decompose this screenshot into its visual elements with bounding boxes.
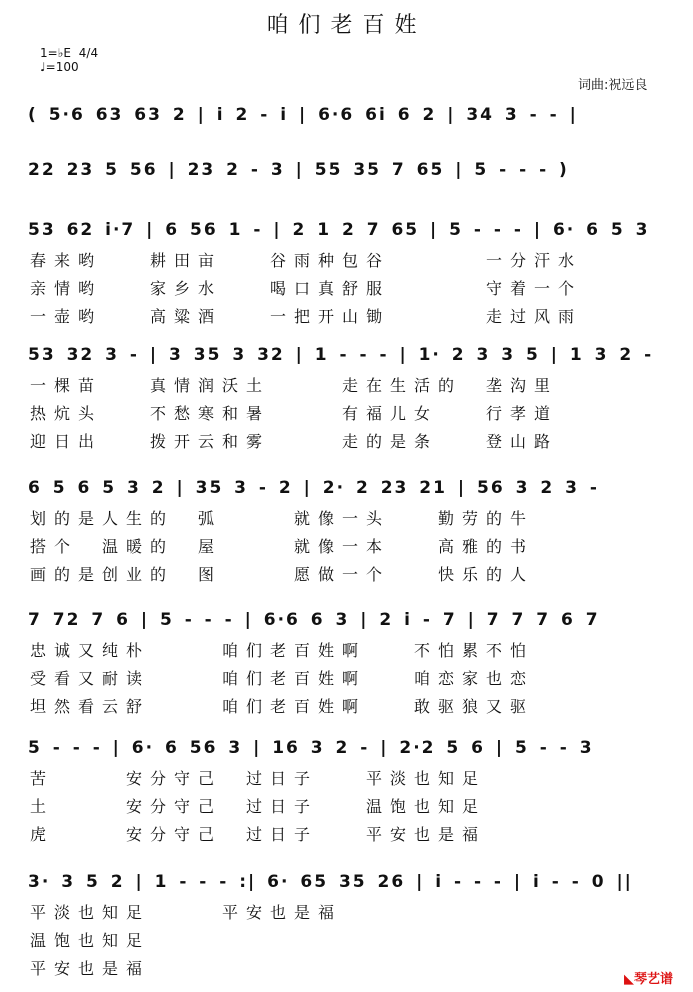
notation-line: 22 23 5 56 | 23 2 - 3 | 55 35 7 65 | 5 - - - ) (28, 160, 569, 180)
logo-icon: ◣ (624, 972, 634, 987)
lyric-verse-1: 平淡也知足 平安也是福 (30, 903, 343, 922)
watermark-logo (624, 968, 673, 987)
lyric-verse-3: 虎 安分守己 过日子 平安也是福 (30, 825, 487, 844)
notation-line: 5 - - - | 6· 6 56 3 | 16 3 2 - | 2·2 5 6 | 5 - - 3 (28, 738, 594, 758)
lyric-verse-2: 土 安分守己 过日子 温饱也知足 (30, 797, 487, 816)
lyric-verse-2: 受看又耐读 咱们老百姓啊 咱恋家也恋 (30, 669, 535, 688)
lyric-verse-3: 迎日出 拨开云和雾 走的是条 登山路 (30, 432, 559, 451)
lyric-verse-3: 坦然看云舒 咱们老百姓啊 敢驱狼又驱 (30, 697, 535, 716)
lyric-verse-1: 划的是人生的 弧 就像一头 勤劳的牛 (30, 509, 535, 528)
lyric-verse-3: 画的是创业的 图 愿做一个 快乐的人 (30, 565, 535, 584)
credits: 词曲:祝远良 (578, 78, 648, 93)
lyric-verse-1: 春来哟 耕田亩 谷雨种包谷 一分汗水 (30, 251, 583, 270)
lyric-verse-2: 亲情哟 家乡水 喝口真舒服 守着一个 (30, 279, 583, 298)
notation-line: 7 72 7 6 | 5 - - - | 6·6 6 3 | 2 i - 7 | 7 7 7 6 7 (28, 610, 600, 630)
notation-line: ( 5·6 63 63 2 | i 2 - i | 6·6 6i 6 2 | 34 3 - - | (28, 105, 578, 125)
tempo: =100 (45, 60, 79, 74)
key-label: 1=♭E (40, 46, 71, 60)
notation-line: 3· 3 5 2 | 1 - - - :| 6· 65 35 26 | i - - - | i - - 0 || (28, 872, 633, 892)
lyric-verse-2: 热炕头 不愁寒和暑 有福儿女 行孝道 (30, 404, 559, 423)
lyric-verse-1: 苦 安分守己 过日子 平淡也知足 (30, 769, 487, 788)
watermark-text: 琴艺谱 (634, 972, 674, 987)
quarter-note-icon: ♩ (40, 60, 46, 74)
time-signature: 4/4 (78, 46, 99, 60)
key-signature (40, 46, 98, 74)
lyric-verse-3: 一壶哟 高粱酒 一把开山锄 走过风雨 (30, 307, 583, 326)
lyric-verse-2: 温饱也知足 (30, 931, 151, 950)
lyric-verse-3: 平安也是福 (30, 959, 151, 978)
notation-line: 53 62 i·7 | 6 56 1 - | 2 1 2 7 65 | 5 - - - | 6· 6 5 3 (28, 220, 650, 240)
lyric-verse-1: 一棵苗 真情润沃土 走在生活的 垄沟里 (30, 376, 559, 395)
notation-line: 53 32 3 - | 3 35 3 32 | 1 - - - | 1· 2 3 3 5 | 1 3 2 - (28, 345, 654, 365)
lyric-verse-1: 忠诚又纯朴 咱们老百姓啊 不怕累不怕 (30, 641, 535, 660)
song-title: 咱们老百姓 (266, 13, 427, 38)
notation-line: 6 5 6 5 3 2 | 35 3 - 2 | 2· 2 23 21 | 56 3 2 3 - (28, 478, 599, 498)
lyric-verse-2: 搭个 温暖的 屋 就像一本 高雅的书 (30, 537, 535, 556)
